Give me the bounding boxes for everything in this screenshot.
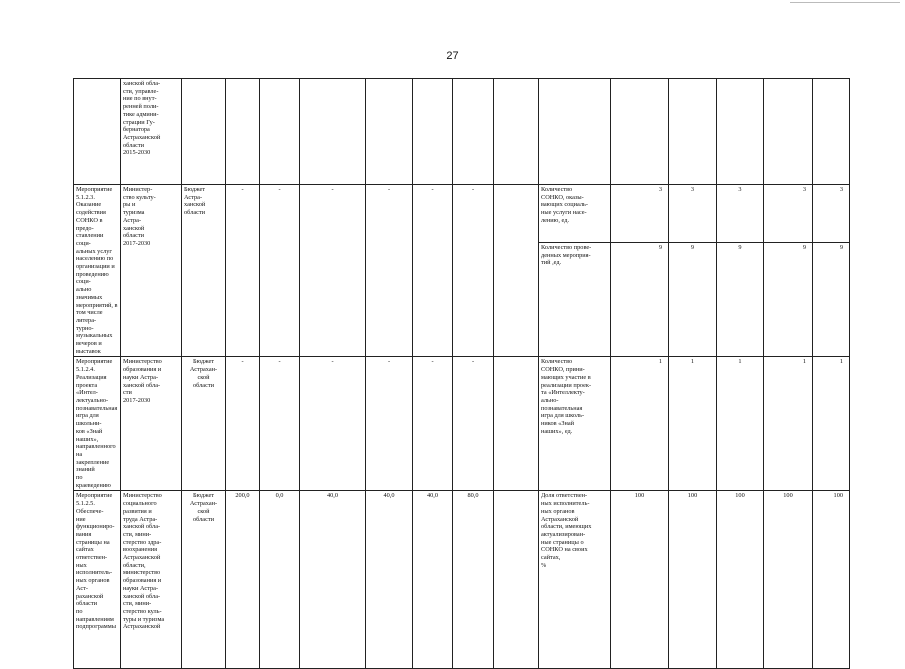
funding-year-cell: - (453, 185, 494, 357)
funding-year-cell: - (300, 357, 366, 491)
activity-name-cell: Мероприятие 5.1.2.3. Оказание содействия СОНКО в предо- ставлении соци- альных услуг населению по организации и проведению соци- ально значимых мероприятий, в том числе литера- турно- музыкальных вечеров и выставок (74, 185, 121, 357)
funding-year-cell: 40,0 (366, 491, 413, 669)
empty-cell (539, 79, 611, 185)
top-rule (790, 2, 900, 3)
empty-cell (366, 79, 413, 185)
funding-total-cell: - (226, 357, 260, 491)
indicator-name-cell: Количество прове- денных мероприя- тий ,ед. (539, 242, 611, 357)
indicator-value-cell: 9 (717, 242, 764, 357)
funding-year-cell: - (413, 185, 453, 357)
executor-cell: Министер- ство культу- ры и туризма Астра- ханской области 2017-2030 (121, 185, 182, 357)
indicator-value-cell: 3 (813, 185, 850, 243)
indicator-value-cell: 3 (717, 185, 764, 243)
funding-year-cell: - (300, 185, 366, 357)
activity-cell-empty (74, 79, 121, 185)
empty-cell (226, 79, 260, 185)
indicator-value-cell: 100 (764, 491, 813, 669)
indicator-value-cell: 9 (813, 242, 850, 357)
activity-name-cell: Мероприятие 5.1.2.5. Обеспече- ние функциониро- вания страницы на сайтах ответствен- ных исполнитель- ных органов Аст- раханской области по направлениям подпрограммы (74, 491, 121, 669)
empty-cell (494, 491, 539, 669)
executor-cell: Министерство социального развития и труда Астра- ханской обла- сти, мини- стерство здра- воохранения Астраханской области, министерство образования и науки Астра- ханской обла- сти, мини- стерство куль- туры и туризма Астраханской (121, 491, 182, 669)
funding-year-cell: 80,0 (453, 491, 494, 669)
program-activities-table (73, 78, 850, 669)
empty-cell (717, 79, 764, 185)
indicator-name-cell: Количество СОНКО, прини- мающих участие в реализации проек- та «Интеллекту- ально- познавательная игра для школь- ников «Знай наших», ед. (539, 357, 611, 491)
indicator-name-cell: Доля ответствен- ных исполнитель- ных органов Астраханской области, имеющих актуализирован- ные страницы о СОНКО на своих сайтах, % (539, 491, 611, 669)
empty-cell (494, 357, 539, 491)
empty-cell (764, 79, 813, 185)
funding-year-cell: - (453, 357, 494, 491)
funding-total-cell: - (226, 185, 260, 357)
indicator-value-cell: 9 (669, 242, 717, 357)
indicator-value-cell: 100 (611, 491, 669, 669)
funding-year-cell: 40,0 (413, 491, 453, 669)
indicator-value-cell: 100 (717, 491, 764, 669)
table-row-activity-5-1-2-3 (74, 185, 850, 243)
executor-cell: ханской обла- сти, управле- ние по внут- ренней поли- тике админи- страции Гу- бернатора Астраханской области 2015-2030 (121, 79, 182, 185)
indicator-value-cell: 3 (669, 185, 717, 243)
page-number: 27 (446, 50, 459, 62)
empty-cell (669, 79, 717, 185)
indicator-value-cell: 1 (611, 357, 669, 491)
indicator-value-cell: 9 (611, 242, 669, 357)
empty-cell (182, 79, 226, 185)
empty-cell (300, 79, 366, 185)
funding-source-cell: Бюджет Астра- ханской области (182, 185, 226, 357)
indicator-value-cell: 1 (669, 357, 717, 491)
empty-cell (611, 79, 669, 185)
indicator-value-cell: 1 (717, 357, 764, 491)
indicator-value-cell: 1 (764, 357, 813, 491)
table-row-continuation (74, 79, 850, 185)
funding-year-cell: - (260, 185, 300, 357)
indicator-value-cell: 3 (764, 185, 813, 243)
table-row-activity-5-1-2-4 (74, 357, 850, 491)
indicator-value-cell: 1 (813, 357, 850, 491)
funding-year-cell: - (366, 357, 413, 491)
executor-cell: Министерство образования и науки Астра- ханской обла- сти 2017-2030 (121, 357, 182, 491)
indicator-value-cell: 100 (669, 491, 717, 669)
activity-name-cell: Мероприятие 5.1.2.4. Реализация проекта «Интел- лектуально- познавательная игра для школьни- ков «Знай наших», направленного на закрепление знаний по краеведению (74, 357, 121, 491)
empty-cell (494, 185, 539, 357)
indicator-value-cell: 3 (611, 185, 669, 243)
funding-year-cell: 0,0 (260, 491, 300, 669)
funding-source-cell: Бюджет Астрахан- ской области (182, 357, 226, 491)
funding-year-cell: - (260, 357, 300, 491)
empty-cell (260, 79, 300, 185)
indicator-name-cell: Количество СОНКО, оказы- вающих социаль- ные услуги насе- лению, ед. (539, 185, 611, 243)
empty-cell (494, 79, 539, 185)
funding-total-cell: 200,0 (226, 491, 260, 669)
table-row-activity-5-1-2-5 (74, 491, 850, 669)
funding-year-cell: - (366, 185, 413, 357)
empty-cell (453, 79, 494, 185)
indicator-value-cell: 9 (764, 242, 813, 357)
funding-year-cell: - (413, 357, 453, 491)
funding-year-cell: 40,0 (300, 491, 366, 669)
empty-cell (813, 79, 850, 185)
empty-cell (413, 79, 453, 185)
indicator-value-cell: 100 (813, 491, 850, 669)
funding-source-cell: Бюджет Астрахан- ской области (182, 491, 226, 669)
